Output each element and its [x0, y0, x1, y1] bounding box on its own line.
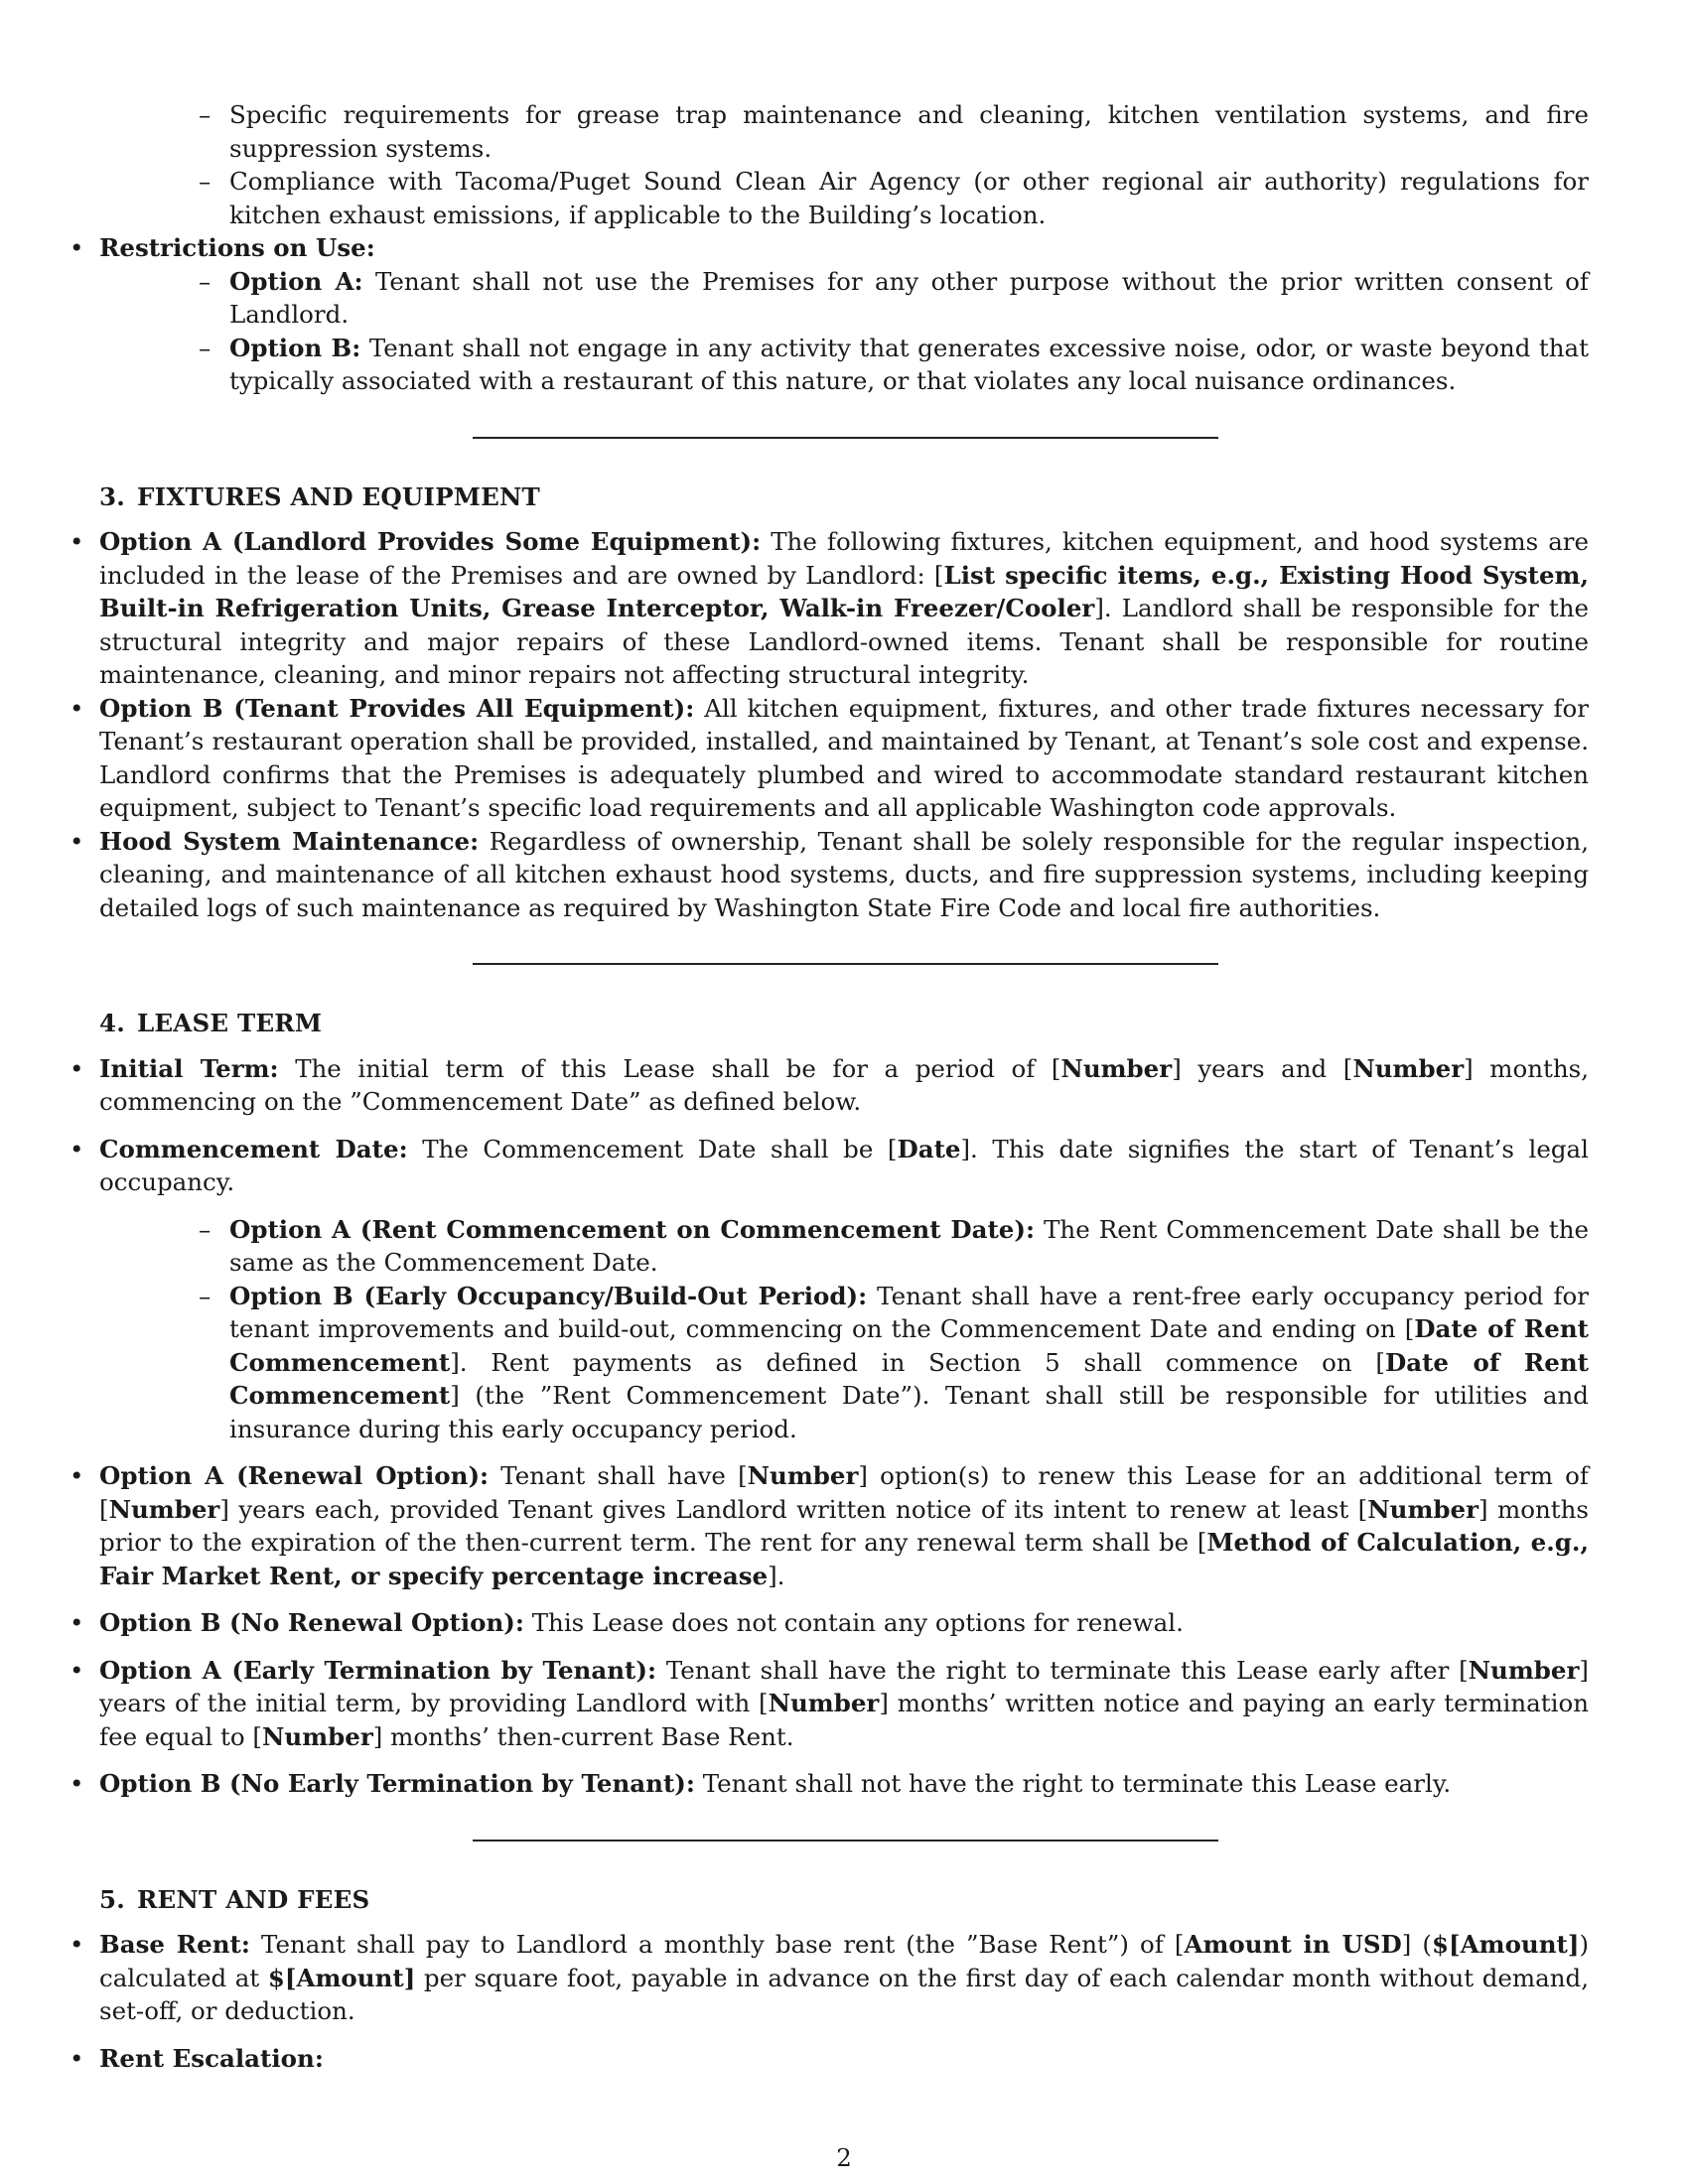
- list-item: • Rent Escalation:: [30, 2042, 1589, 2076]
- section-5-list: [99, 1928, 1589, 2075]
- list-item: • Option B (No Early Termination by Tenant): Tenant shall not have the right to terminate this Lease early.: [30, 1767, 1589, 1801]
- list-item: • Hood System Maintenance: Regardless of ownership, Tenant shall be solely responsible for the regular inspection, cleaning, and maintenance of all kitchen exhaust hood systems, ducts, and fire suppression systems, including keeping detailed logs of such maintenance as required by Washington State Fire Code and local fire authorities.: [30, 825, 1589, 925]
- list-item: • Option A (Early Termination by Tenant): Tenant shall have the right to terminate this Lease early after [Number] years of the initial term, by providing Landlord with [Number] months’ written notice and paying an early termination fee equal to [Number] months’ then-current Base Rent.: [30, 1654, 1589, 1754]
- list-item: • Commencement Date: The Commencement Date shall be [Date]. This date signifies the start of Tenant’s legal occupancy.: [30, 1133, 1589, 1199]
- carryover-list: [99, 98, 1589, 398]
- list-item: – Specific requirements for grease trap maintenance and cleaning, kitchen ventilation systems, and fire suppression systems.: [99, 98, 1589, 165]
- section-divider: [473, 437, 1218, 439]
- page-content: [99, 98, 1589, 2075]
- section-3-list: [99, 525, 1589, 924]
- list-item: – Option A (Rent Commencement on Commencement Date): The Rent Commencement Date shall be the same as the Commencement Date.: [99, 1213, 1589, 1280]
- section-divider: [473, 963, 1218, 965]
- restrictions-item: [30, 231, 1589, 265]
- section-4-list: [99, 1052, 1589, 1801]
- list-item: • Option B (No Renewal Option): This Lease does not contain any options for renewal.: [30, 1606, 1589, 1640]
- page-number: 2: [836, 2143, 852, 2172]
- restrictions-label: Restrictions on Use:: [99, 233, 375, 262]
- list-item: • Initial Term: The initial term of this Lease shall be for a period of [Number] years and [Number] months, commencing on the ”Commencement Date” as defined below.: [30, 1052, 1589, 1119]
- list-item: – Compliance with Tacoma/Puget Sound Clean Air Agency (or other regional air authority) regulations for kitchen exhaust emissions, if applicable to the Building’s location.: [99, 165, 1589, 231]
- restriction-option-b: – Option B: Tenant shall not engage in any activity that generates excessive noise, odor, or waste beyond that typically associated with a restaurant of this nature, or that violates any local nuisance ordinances.: [99, 332, 1589, 398]
- list-item: • Option A (Landlord Provides Some Equipment): The following fixtures, kitchen equipment, and hood systems are included in the lease of the Premises and are owned by Landlord: [List specific items, e.g., Existing Hood System, Built-in Refrigeration Units, Grease Interceptor, Walk-in Freezer/Cooler]. Landlord shall be responsible for the structural integrity and major repairs of these Landlord-owned items. Tenant shall be responsible for routine maintenance, cleaning, and minor repairs not affecting structural integrity.: [30, 525, 1589, 692]
- list-item: – Option B (Early Occupancy/Build-Out Period): Tenant shall have a rent-free early occupancy period for tenant improvements and build-out, commencing on the Commencement Date and ending on [Date of Rent Commencement]. Rent payments as defined in Section 5 shall commence on [Date of Rent Commencement] (the ”Rent Commencement Date”). Tenant shall still be responsible for utilities and insurance during this early occupancy period.: [99, 1280, 1589, 1446]
- list-item: • Option B (Tenant Provides All Equipment): All kitchen equipment, fixtures, and other trade fixtures necessary for Tenant’s restaurant operation shall be provided, installed, and maintained by Tenant, at Tenant’s sole cost and expense. Landlord confirms that the Premises is adequately plumbed and wired to accommodate standard restaurant kitchen equipment, subject to Tenant’s specific load requirements and all applicable Washington code approvals.: [30, 692, 1589, 825]
- list-item: • Base Rent: Tenant shall pay to Landlord a monthly base rent (the ”Base Rent”) of [Amount in USD] ($[Amount]) calculated at $[Amount] per square foot, payable in advance on the first day of each calendar month without demand, set-off, or deduction.: [30, 1928, 1589, 2028]
- section-3-heading: 3. FIXTURES AND EQUIPMENT: [99, 481, 540, 511]
- section-4-heading: 4. LEASE TERM: [99, 1009, 323, 1037]
- section-5-heading: 5. RENT AND FEES: [99, 1884, 370, 1914]
- list-item: • Option A (Renewal Option): Tenant shall have [Number] option(s) to renew this Lease for an additional term of [Number] years each, provided Tenant gives Landlord written notice of its intent to renew at least [Number] months prior to the expiration of the then-current term. The rent for any renewal term shall be [Method of Calculation, e.g., Fair Market Rent, or specify percentage increase].: [30, 1459, 1589, 1592]
- restriction-option-a: – Option A: Tenant shall not use the Premises for any other purpose without the prior written consent of Landlord.: [99, 265, 1589, 332]
- section-divider: [473, 1840, 1218, 1842]
